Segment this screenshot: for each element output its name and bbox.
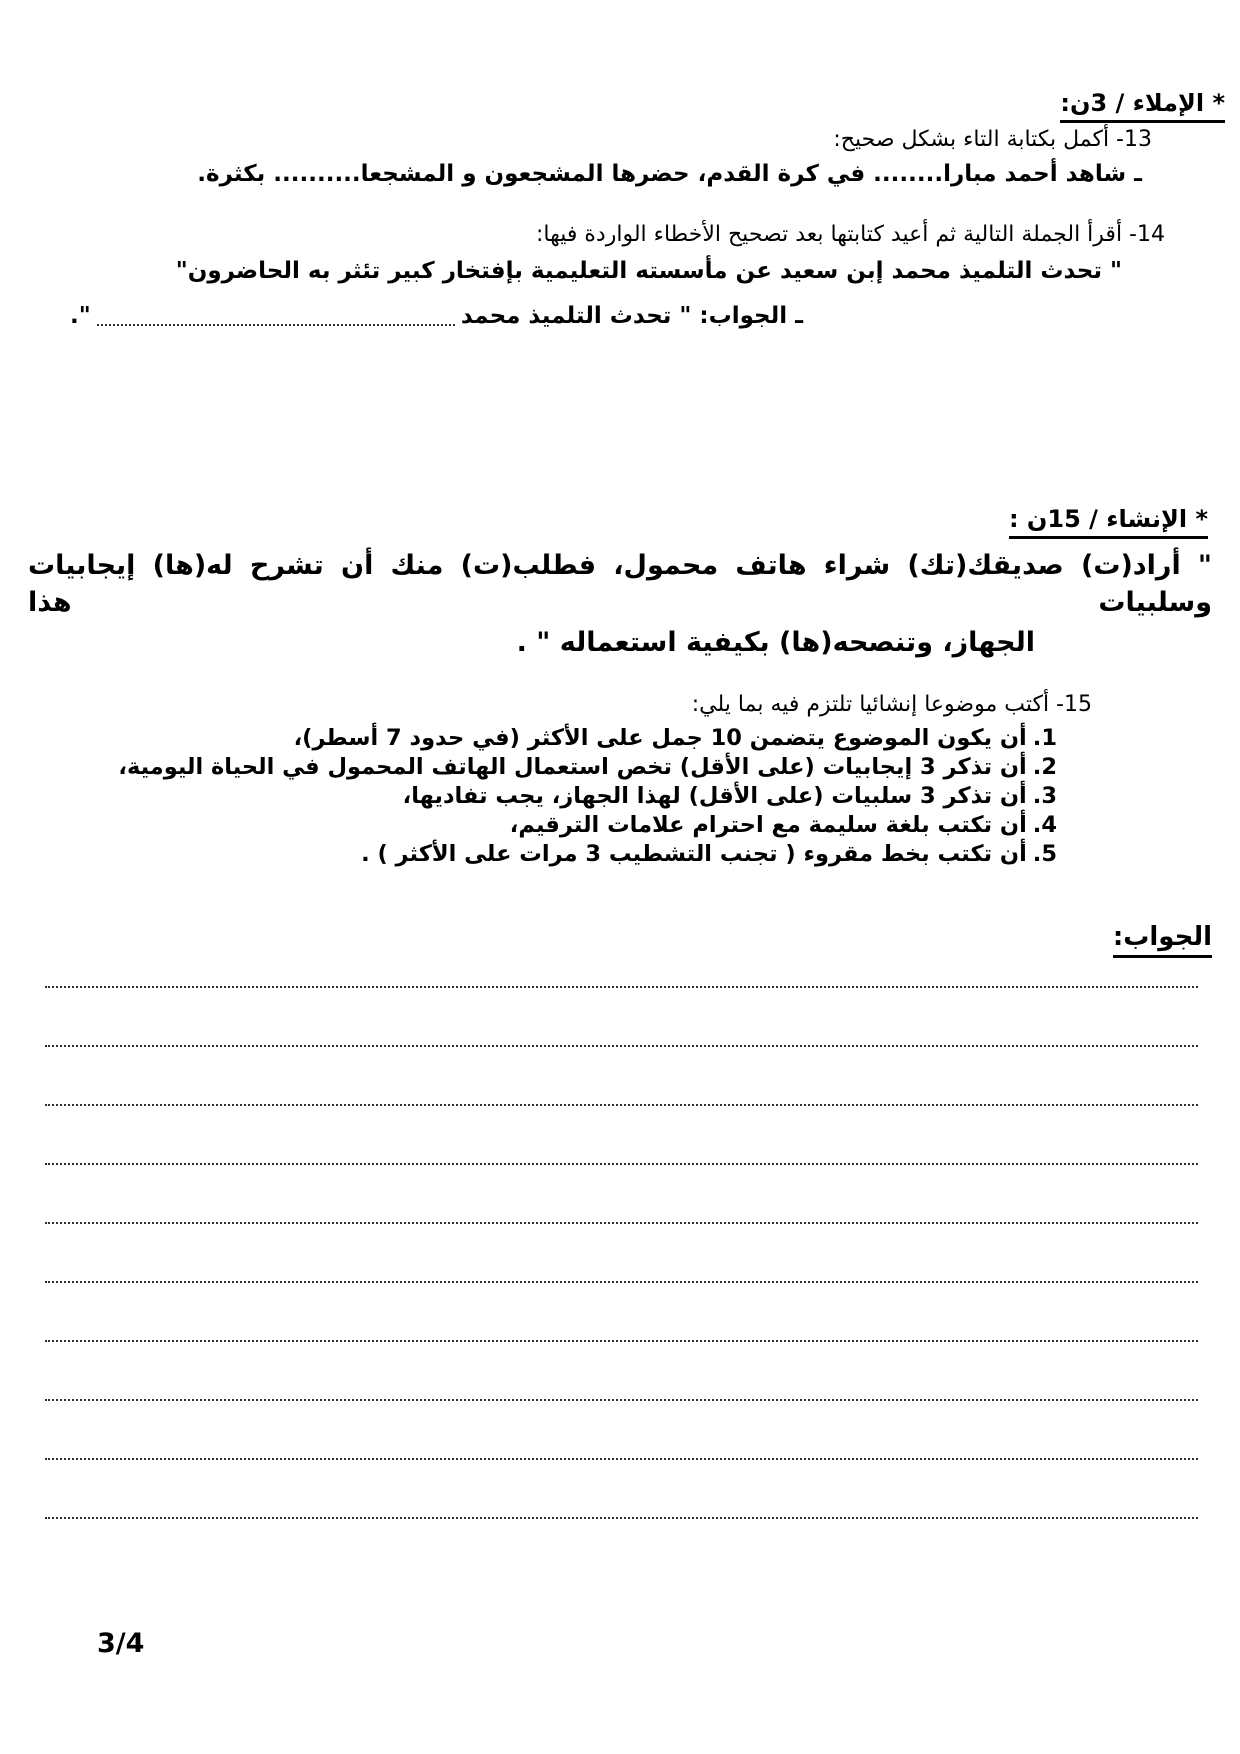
writing-line (45, 1224, 1198, 1283)
writing-line (45, 958, 1198, 988)
requirement-text: أن تذكر 3 سلبيات (على الأقل) لهذا الجهاز، يجب تفاديها، (402, 782, 1027, 809)
requirement-item (0, 840, 1057, 869)
requirement-text: أن تكتب بخط مقروء ( تجنب التشطيب 3 مرات على الأكثر ) . (361, 840, 1027, 867)
writing-line (45, 1342, 1198, 1401)
q13-label: 13- أكمل بكتابة التاء بشكل صحيح: (833, 127, 1152, 152)
requirement-number: 2. (1032, 753, 1057, 780)
requirement-item (0, 811, 1057, 840)
dotted-leader (97, 324, 455, 326)
writing-line (45, 1165, 1198, 1224)
requirement-text: أن يكون الموضوع يتضمن 10 جمل على الأكثر (في حدود 7 أسطر)، (293, 724, 1027, 751)
insha-heading-text: * الإنشاء / 15ن : (1009, 504, 1208, 539)
requirement-text: أن تذكر 3 إيجابيات (على الأقل) تخص استعمال الهاتف المحمول في الحياة اليومية، (118, 753, 1027, 780)
answer-heading-text: الجواب: (1113, 921, 1212, 959)
answer-writing-area (45, 958, 1198, 1519)
essay-prompt-line1: " أراد(ت) صديقك(تك) شراء هاتف محمول، فطلب(ت) منك أن تشرح له(ها) إيجابيات وسلبيات هذا (28, 549, 1212, 619)
requirement-text: أن تكتب بلغة سليمة مع احترام علامات الترقيم، (509, 811, 1027, 838)
requirement-item (0, 782, 1057, 811)
answer-section-heading (0, 921, 1212, 959)
requirement-number: 4. (1032, 811, 1057, 838)
q14-answer-line (70, 302, 803, 332)
requirement-number: 3. (1032, 782, 1057, 809)
requirements-list (0, 724, 1057, 869)
insha-section-heading (0, 504, 1208, 539)
writing-line (45, 1460, 1198, 1519)
q13-fill-in-line: ـ شاهد أحمد مبارا........ في كرة القدم، حضرها المشجعون و المشجعا.......... بكثرة. (197, 160, 1142, 187)
imla-section-heading (15, 88, 1225, 123)
writing-line (45, 1283, 1198, 1342)
q14-label: 14- أقرأ الجملة التالية ثم أعيد كتابتها بعد تصحيح الأخطاء الواردة فيها: (536, 221, 1165, 247)
requirement-item (0, 724, 1057, 753)
requirement-number: 1. (1032, 724, 1057, 751)
writing-line (45, 1401, 1198, 1460)
q14-answer-prefix: ـ الجواب: " تحدث التلميذ محمد (460, 302, 803, 329)
requirement-number: 5. (1032, 840, 1057, 867)
writing-line (45, 1106, 1198, 1165)
q14-answer-suffix: ". (70, 302, 91, 329)
q14-quote: " تحدث التلميذ محمد إبن سعيد عن مأسسته التعليمية بإفتخار كبير تئثر به الحاضرون" (175, 258, 1122, 285)
writing-line (45, 1047, 1198, 1106)
page-number: 3/4 (97, 1628, 145, 1659)
essay-prompt-line2: الجهاز، وتنصحه(ها) بكيفية استعماله " . (516, 627, 1035, 659)
q15-label: 15- أكتب موضوعا إنشائيا تلتزم فيه بما يلي: (691, 691, 1092, 717)
writing-line (45, 988, 1198, 1047)
imla-heading-text: * الإملاء / 3ن: (1060, 88, 1225, 123)
requirement-item (0, 753, 1057, 782)
